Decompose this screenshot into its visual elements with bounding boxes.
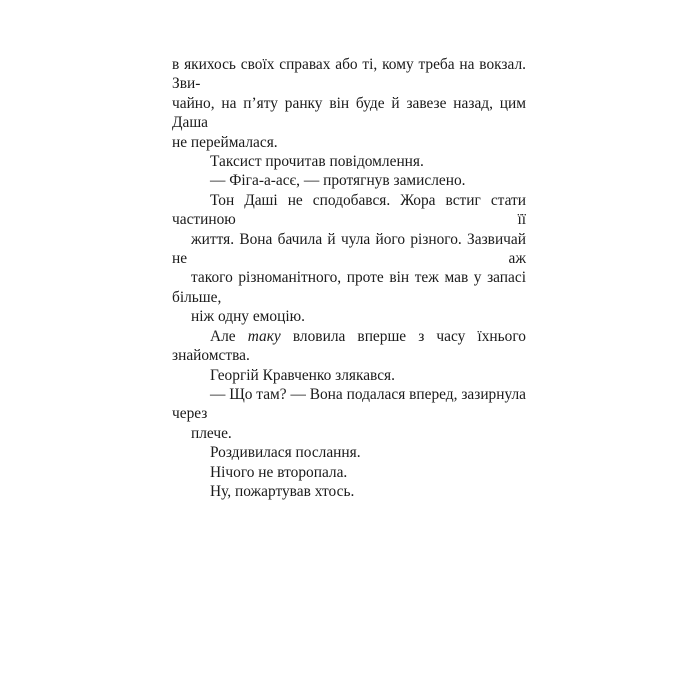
paragraph-6 — [172, 366, 526, 385]
text-line: — Що там? — Вона подалася вперед, зазирнула через — [172, 385, 527, 423]
text-line: життя. Вона бачила й чула його різного. Зазвичай не аж — [172, 230, 526, 268]
text-line: такого різноманітного, проте він теж мав у запасі більше, — [172, 269, 526, 306]
text-line: в якихось своїх справах або ті, кому треба на вокзал. Зви- — [172, 56, 526, 93]
paragraph-10 — [172, 482, 526, 501]
text-line-wrap — [172, 463, 526, 482]
text-line: чайно, на п’яту ранку він буде й завезе назад, цим Даша — [172, 94, 526, 132]
text-line-wrap — [172, 385, 526, 424]
text-line-wrap — [172, 443, 526, 462]
text-line-wrap — [172, 327, 526, 366]
text-line: Георгій Кравченко злякався. — [210, 366, 395, 384]
paragraph-1 — [172, 55, 526, 152]
text-line-wrap — [172, 366, 526, 385]
text-line: — Фіга-а-асє, — протягнув замислено. — [210, 172, 466, 190]
text-line: Нічого не второпала. — [210, 463, 348, 481]
paragraph-3 — [172, 171, 526, 190]
text-line: плече. — [191, 424, 232, 442]
text-line: Тон Даші не сподобався. Жора встиг стати частиною її — [172, 191, 526, 229]
text-line-wrap — [172, 171, 526, 190]
text-line-wrap — [172, 152, 526, 171]
paragraph-5 — [172, 327, 526, 366]
paragraph-8 — [172, 443, 526, 462]
text-line: Роздивилася послання. — [210, 444, 361, 462]
text-line-wrap — [172, 482, 526, 501]
text-line: Ну, пожартував хтось. — [210, 482, 355, 500]
text-line-wrap — [172, 191, 526, 230]
italic-word: таку — [247, 327, 281, 345]
paragraph-4 — [172, 191, 526, 327]
text-line: не переймалася. — [172, 133, 278, 151]
text-line: ніж одну емоцію. — [191, 308, 305, 326]
text-segment: Але — [210, 327, 248, 345]
text-line: Таксист прочитав повідомлення. — [210, 153, 424, 171]
text-segment: вловила вперше з часу їхнього знайомства. — [172, 327, 526, 365]
paragraph-2 — [172, 152, 526, 171]
paragraph-9 — [172, 463, 526, 482]
paragraph-7 — [172, 385, 526, 443]
body-text — [172, 55, 526, 501]
